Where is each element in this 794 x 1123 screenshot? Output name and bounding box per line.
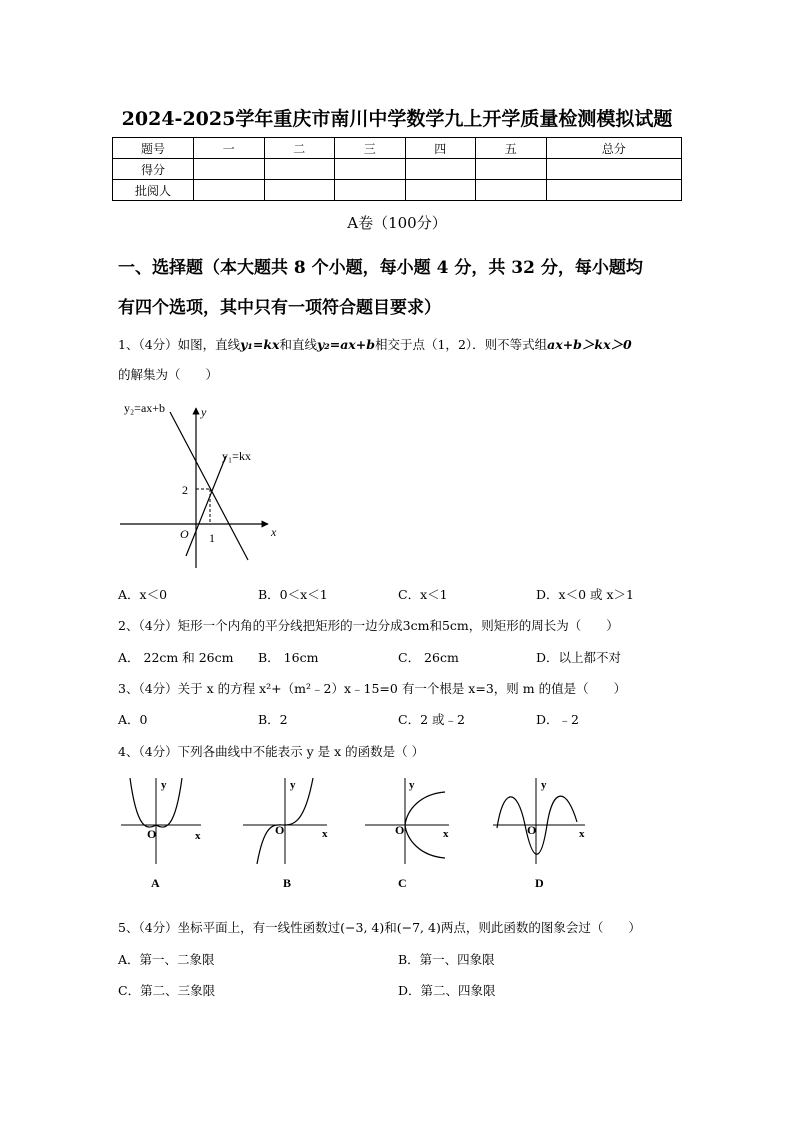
q2-option-c[interactable]: C． 26cm [398, 650, 459, 665]
q5-option-b[interactable]: B．第一、四象限 [398, 952, 495, 967]
q1-option-a[interactable]: A．x＜0 [118, 587, 168, 602]
score-header-cell: 题号 [113, 138, 194, 159]
q4-c-label: C [398, 876, 407, 890]
score-cell[interactable] [194, 159, 265, 180]
score-cell[interactable] [335, 159, 406, 180]
q4-graph-a[interactable] [121, 778, 201, 890]
score-cell[interactable] [264, 159, 335, 180]
q1-y2-label: y₂=ax+b [124, 401, 166, 415]
q4-b-label: B [283, 876, 292, 890]
q2-option-d[interactable]: D．以上都不对 [536, 650, 622, 665]
score-table-header-row [113, 138, 682, 159]
question-4: 4、（4分）下列各曲线中不能表示 y 是 x 的函数是（ ） [118, 744, 425, 759]
exam-title: 2024-2025学年重庆市南川中学数学九上开学质量检测模拟试题 [121, 108, 673, 130]
q1-y-axis-label: y [201, 405, 207, 419]
question-1-line2: 的解集为（ ） [118, 367, 219, 382]
q4-c-y-axis: y [409, 779, 415, 791]
q4-d-label: D [535, 876, 544, 890]
q1-y1-label: y₁=kx [222, 449, 251, 463]
q4-graph-b[interactable] [243, 778, 328, 890]
score-header-cell: 三 [335, 138, 406, 159]
score-header-cell: 一 [194, 138, 265, 159]
question-5: 5、（4分）坐标平面上，有一线性函数过(−3, 4)和(−7, 4)两点，则此函数的图象会过（ ） [118, 920, 641, 935]
q4-graph-c[interactable] [365, 778, 449, 890]
q1-x-axis-label: x [271, 525, 277, 539]
q4-a-y-axis: y [161, 779, 167, 791]
section-a-heading: A卷（100分） [347, 214, 447, 232]
q4-b-origin: O [275, 823, 285, 837]
score-row [113, 159, 682, 180]
grader-row [113, 180, 682, 201]
q1-graph [118, 396, 288, 576]
grader-cell[interactable] [264, 180, 335, 201]
q4-d-x-axis: x [579, 828, 585, 840]
score-cell[interactable] [546, 159, 682, 180]
part1-heading-line1: 一、选择题（本大题共 8 个小题，每小题 4 分，共 32 分，每小题均 [118, 258, 643, 278]
q1-prefix: 1、（4分）如图，直线 [118, 337, 241, 352]
score-header-cell: 四 [405, 138, 476, 159]
q1-tick-x: 1 [209, 531, 215, 545]
q4-d-y-axis: y [541, 779, 547, 791]
grader-cell[interactable] [335, 180, 406, 201]
q2-option-a[interactable]: A． 22cm 和 26cm [118, 650, 234, 665]
q1-suffix: 相交于点（1，2）．则不等式组 [374, 337, 548, 352]
q4-a-label: A [151, 876, 160, 890]
q4-graph-d[interactable] [493, 778, 585, 890]
q4-a-origin: O [147, 827, 157, 841]
score-cell[interactable] [476, 159, 547, 180]
question-3: 3、（4分）关于 x 的方程 x²+（m²﹣2）x﹣15=0 有一个根是 x=3，则 m 的值是（ ） [118, 681, 627, 696]
score-table [112, 137, 682, 201]
score-header-cell: 五 [476, 138, 547, 159]
q4-a-x-axis: x [195, 830, 201, 842]
score-cell[interactable] [405, 159, 476, 180]
question-1-line1 [118, 335, 632, 353]
q1-option-d[interactable]: D．x＜0 或 x＞1 [536, 587, 634, 602]
q3-option-b[interactable]: B．2 [258, 712, 288, 727]
score-row-label: 得分 [113, 159, 194, 180]
q4-c-x-axis: x [443, 828, 449, 840]
grader-cell[interactable] [405, 180, 476, 201]
score-header-cell: 二 [264, 138, 335, 159]
grader-cell[interactable] [546, 180, 682, 201]
q2-option-b[interactable]: B． 16cm [258, 650, 319, 665]
q4-b-x-axis: x [322, 828, 328, 840]
grader-cell[interactable] [476, 180, 547, 201]
q3-option-c[interactable]: C．2 或﹣2 [398, 712, 465, 727]
q5-option-c[interactable]: C．第二、三象限 [118, 983, 216, 998]
q1-tick-y: 2 [182, 483, 188, 497]
q1-inequality: ax+b＞kx＞0 [547, 337, 632, 352]
q1-y1: y₁=kx [240, 337, 280, 352]
part1-heading-line2: 有四个选项，其中只有一项符合题目要求） [118, 298, 441, 318]
q1-y2: y₂=ax+b [317, 337, 375, 352]
q1-option-b[interactable]: B．0＜x＜1 [258, 587, 328, 602]
q4-c-origin: O [395, 823, 405, 837]
grader-row-label: 批阅人 [113, 180, 194, 201]
q1-mid: 和直线 [279, 337, 317, 352]
q1-origin: O [180, 527, 189, 541]
q3-option-d[interactable]: D．﹣2 [536, 712, 579, 727]
question-2: 2、（4分）矩形一个内角的平分线把矩形的一边分成3cm和5cm，则矩形的周长为（ ） [118, 618, 619, 633]
q1-option-c[interactable]: C．x＜1 [398, 587, 448, 602]
q4-b-y-axis: y [290, 779, 296, 791]
q4-graphs [115, 772, 595, 894]
q4-d-origin: O [527, 823, 537, 837]
score-header-cell: 总分 [546, 138, 682, 159]
q5-option-a[interactable]: A．第一、二象限 [118, 952, 215, 967]
q5-option-d[interactable]: D．第二、四象限 [398, 983, 496, 998]
q3-option-a[interactable]: A．0 [118, 712, 148, 727]
grader-cell[interactable] [194, 180, 265, 201]
